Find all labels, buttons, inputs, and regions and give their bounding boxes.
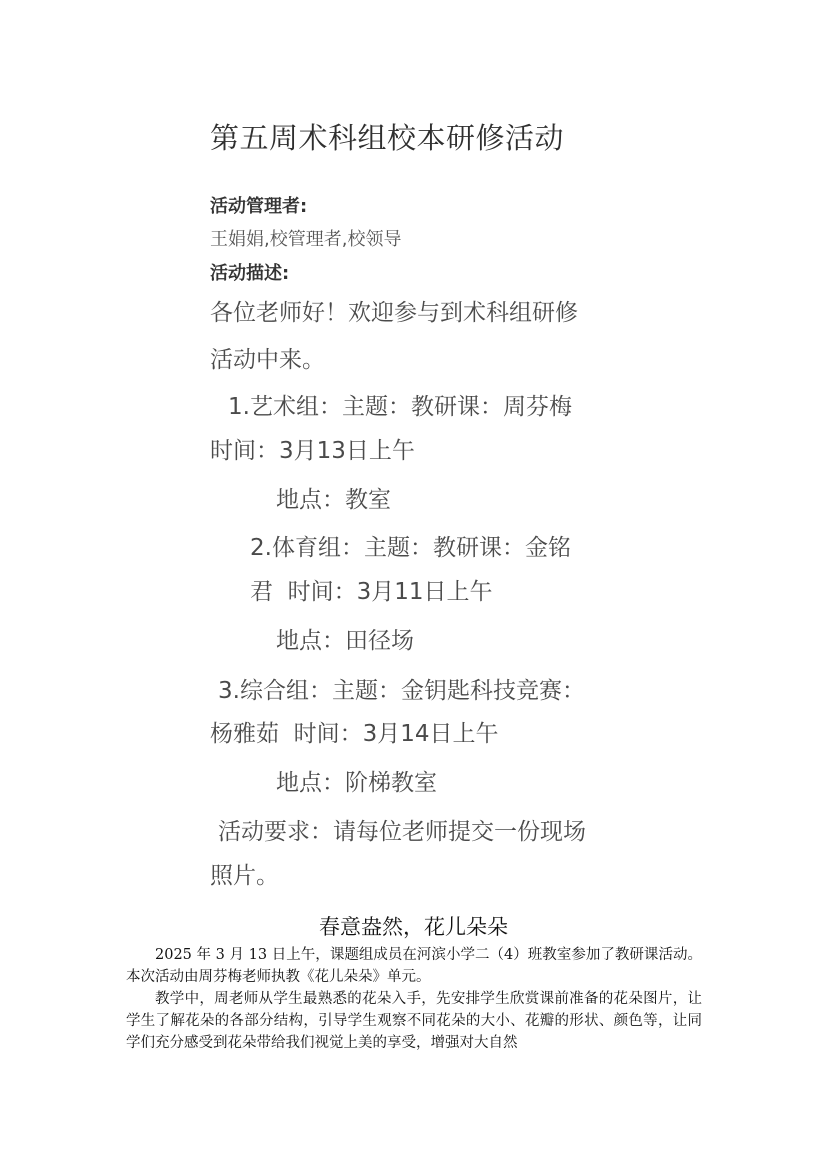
page-title: 第五周术科组校本研修活动 xyxy=(210,121,565,155)
manager-label: 活动管理者: xyxy=(210,196,308,217)
description-line: 活动要求：请每位老师提交一份现场 xyxy=(218,819,586,845)
report-paragraph: 教学中，周老师从学生最熟悉的花朵入手，先安排学生欣赏课前准备的花朵图片，让学生了解花朵的各部分结构，引导学生观察不同花朵的大小、花瓣的形状、颜色等，让同学们充分感受到花朵带给我们视觉上美的享受，增强对大自然 xyxy=(126,991,702,1051)
description-line: 君 时间：3月11日上午 xyxy=(250,579,493,605)
description-line: 时间：3月13日上午 xyxy=(210,438,415,464)
description-line: 杨雅茹 时间：3月14日上午 xyxy=(210,721,499,747)
description-line: 2.体育组：主题：教研课：金铭 xyxy=(250,535,571,561)
report-heading: 春意盎然，花儿朵朵 xyxy=(319,915,508,939)
description-line: 地点：田径场 xyxy=(276,628,414,654)
description-line: 地点：阶梯教室 xyxy=(276,770,437,796)
description-line: 1.艺术组：主题：教研课：周芬梅 xyxy=(228,394,572,420)
description-line: 活动中来。 xyxy=(210,347,325,373)
description-line: 各位老师好！欢迎参与到术科组研修 xyxy=(210,300,578,326)
description-line: 3.综合组：主题：金钥匙科技竞赛： xyxy=(218,678,585,704)
manager-value: 王娟娟,校管理者,校领导 xyxy=(210,229,402,250)
description-label: 活动描述: xyxy=(210,263,290,284)
description-line: 照片。 xyxy=(210,863,279,889)
report-paragraph: 2025 年 3 月 13 日上午，课题组成员在河滨小学二（4）班教室参加了教研课活动。本次活动由周芬梅老师执教《花儿朵朵》单元。 xyxy=(126,947,702,985)
description-line: 地点：教室 xyxy=(276,487,391,513)
